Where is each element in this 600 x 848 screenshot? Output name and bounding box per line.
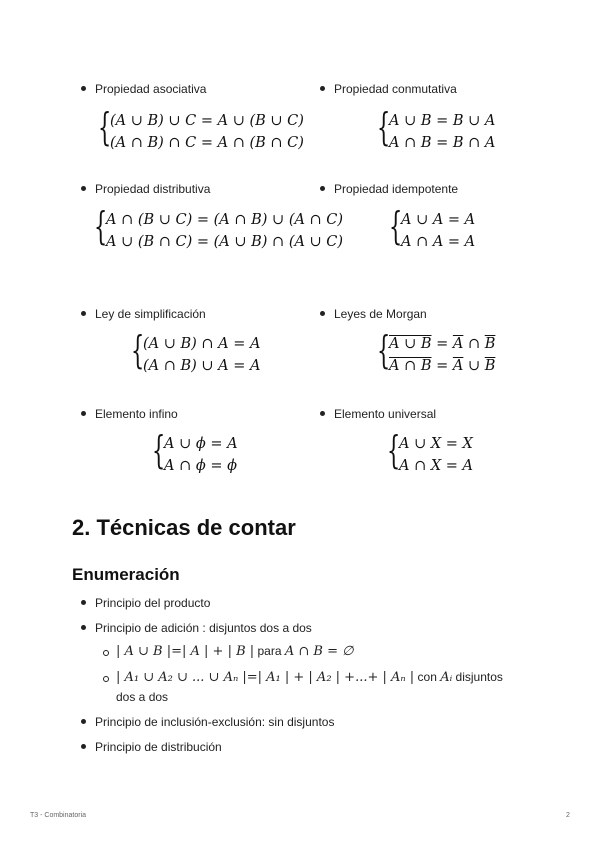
left-brace-icon: {: [389, 204, 403, 248]
sub-item-adicion-formula: | A ∪ B |=| A | + | B | para A ∩ B = ∅: [116, 644, 354, 659]
property-label-simplificacion: Ley de simplificación: [95, 307, 206, 321]
property-label-idempotente: Propiedad idempotente: [334, 182, 458, 196]
bullet-icon: [320, 86, 325, 91]
left-brace-icon: {: [98, 105, 112, 149]
left-brace-icon: {: [377, 328, 391, 372]
list-item: Principio de distribución: [95, 740, 222, 754]
sub-item-adicion-continuation: dos a dos: [116, 690, 169, 704]
property-label-conmutativa: Propiedad conmutativa: [334, 82, 457, 96]
bullet-icon: [81, 625, 86, 630]
bullet-icon: [320, 186, 325, 191]
circle-bullet-icon: [103, 650, 109, 656]
equation-distributiva: { A ∩ (B ∪ C) = (A ∩ B) ∪ (A ∩ C) A ∪ (B ∩ C) = (A ∪ B) ∩ (A ∪ C): [94, 204, 344, 250]
left-brace-icon: {: [152, 428, 166, 472]
left-brace-icon: {: [94, 204, 108, 248]
left-brace-icon: {: [387, 428, 401, 472]
property-label-morgan: Leyes de Morgan: [334, 307, 427, 321]
equation-simplificacion: { (A ∪ B) ∩ A = A (A ∩ B) ∪ A = A: [131, 328, 261, 374]
equation-universal: { A ∪ X = X A ∩ X = A: [387, 428, 474, 474]
footer-left: T3 - Combinatoria: [30, 812, 87, 819]
bullet-icon: [81, 600, 86, 605]
section-title: 2. Técnicas de contar: [72, 515, 296, 540]
bullet-icon: [81, 186, 86, 191]
subsection-title: Enumeración: [72, 565, 180, 584]
equation-idempotente: { A ∪ A = A A ∩ A = A: [389, 204, 476, 250]
page-number: 2: [566, 812, 570, 819]
left-brace-icon: {: [131, 328, 145, 372]
bullet-icon: [81, 744, 86, 749]
sub-item-adicion-general: | A₁ ∪ A₂ ∪ ... ∪ Aₙ |=| A₁ | + | A₂ | +...+ | Aₙ | con Aᵢ disjuntos: [116, 670, 503, 685]
property-label-infino: Elemento infino: [95, 407, 178, 421]
equation-morgan: { A ∪ $B = \overline{A}$ ∩ $\overline{B}$ A ∩ $B = \overline{A}$ ∪ $\overline{B}$: [377, 328, 496, 374]
bullet-icon: [320, 311, 325, 316]
list-item: Principio de adición : disjuntos dos a dos: [95, 621, 312, 635]
list-item: Principio de inclusión-exclusión: sin disjuntos: [95, 715, 334, 729]
bullet-icon: [81, 86, 86, 91]
circle-bullet-icon: [103, 676, 109, 682]
equation-infino: { A ∪ ϕ = A A ∩ ϕ = ϕ: [152, 428, 238, 474]
bullet-icon: [81, 311, 86, 316]
equation-conmutativa: { A ∪ B = B ∪ A A ∩ B = B ∩ A: [377, 105, 496, 151]
bullet-icon: [81, 719, 86, 724]
property-label-distributiva: Propiedad distributiva: [95, 182, 210, 196]
list-item: Principio del producto: [95, 596, 210, 610]
equation-asociativa: { (A ∪ B) ∪ C = A ∪ (B ∪ C) (A ∩ B) ∩ C = A ∩ (B ∩ C): [98, 105, 304, 151]
bullet-icon: [320, 411, 325, 416]
bullet-icon: [81, 411, 86, 416]
left-brace-icon: {: [377, 105, 391, 149]
property-label-asociativa: Propiedad asociativa: [95, 82, 206, 96]
property-label-universal: Elemento universal: [334, 407, 436, 421]
